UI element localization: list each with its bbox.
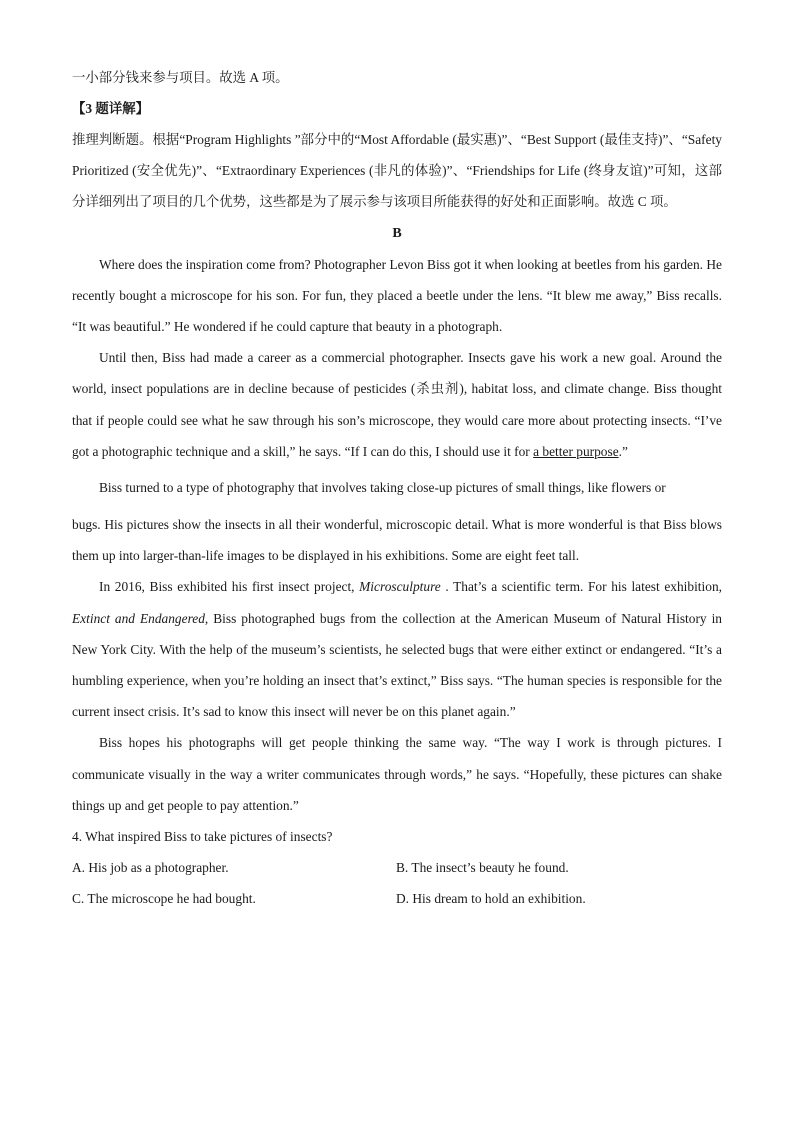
option-b: B. The insect’s beauty he found. bbox=[396, 860, 569, 876]
exhibition-title: Extinct and Endangered bbox=[72, 610, 205, 626]
paragraph-2-text: Until then, Biss had made a career as a commercial photographer. Insects gave his work a new goal. Around the world, insect populations are in decline because of pesticides (杀虫剂), habitat loss, and climate change. Biss thought that if people could see what he saw through his son’s microscope, they would care more about protecting insects. “I’ve got a photographic technique and a skill,” he says. “If I can do this, I should use it for bbox=[72, 350, 722, 459]
underlined-phrase: a better purpose bbox=[533, 443, 619, 459]
passage-paragraph-3-first-line: Biss turned to a type of photography that involves taking close-up pictures of small things, like flowers or bbox=[99, 480, 666, 496]
passage-paragraph-1: Where does the inspiration come from? Photographer Levon Biss got it when looking at beetles from his garden. He recently bought a microscope for his son. For fun, they placed a beetle under the lens. “It blew me away,” Biss recalls. “It was beautiful.” He wondered if he could capture that beauty in a photograph. bbox=[72, 256, 722, 335]
passage-paragraph-2 bbox=[72, 342, 722, 467]
question-stem: 4. What inspired Biss to take pictures of insects? bbox=[72, 829, 333, 845]
options-row-2 bbox=[72, 883, 722, 914]
passage-paragraph-3: bugs. His pictures show the insects in all their wonderful, microscopic detail. What is more wonderful is that Biss blows them up into larger-than-life images to be displayed in his exhibitions. Some are eight feet tall. bbox=[72, 517, 722, 564]
project-title-microsculpture: Microsculpture bbox=[359, 579, 441, 595]
options-row-1 bbox=[72, 852, 722, 883]
previous-answer-line: 一小部分钱来参与项目。故选 A 项。 bbox=[72, 70, 289, 85]
passage-paragraph-4 bbox=[72, 571, 722, 727]
explanation-paragraph: 推理判断题。根据“Program Highlights ”部分中的“Most Affordable (最实惠)”、“Best Support (最佳支持)”、“Safety Prioritized (安全优先)”、“Extraordinary Experiences (非凡的体验)”、“Friendships for Life (终身友谊)”可知，这部分详细列出了项目的几个优势，这些都是为了展示参与该项目所能获得的好处和正面影响。故选 C 项。 bbox=[72, 132, 722, 210]
option-d: D. His dream to hold an exhibition. bbox=[396, 891, 586, 907]
passage-paragraph-5: Biss hopes his photographs will get people thinking the same way. “The way I work is through pictures. I communicate visually in the way a writer communicates through words,” he says. “Hopefully, these pictures can shake things up and get people to pay attention.” bbox=[72, 735, 722, 813]
paragraph-4-text-b: . That’s a scientific term. For his latest exhibition, bbox=[440, 579, 722, 595]
paragraph-4-text-a: In 2016, Biss exhibited his first insect project, bbox=[99, 579, 360, 595]
document-content bbox=[72, 62, 722, 914]
paragraph-4-text-c: , Biss photographed bugs from the collection at the American Museum of Natural History in New York City. With the help of the museum’s scientists, he selected bugs that were either extinct or endangered. “It’s a humbling experience, when you’re holding an insect that’s extinct,” Biss says. “The human species is responsible for the current insect crisis. It’s sad to know this insect will never be on this planet again.” bbox=[72, 610, 722, 720]
paragraph-2-end: .” bbox=[618, 443, 628, 459]
section-title: B bbox=[392, 225, 402, 241]
option-c: C. The microscope he had bought. bbox=[72, 891, 256, 907]
option-a: A. His job as a photographer. bbox=[72, 860, 229, 876]
explanation-heading: 【3 题详解】 bbox=[72, 101, 149, 116]
